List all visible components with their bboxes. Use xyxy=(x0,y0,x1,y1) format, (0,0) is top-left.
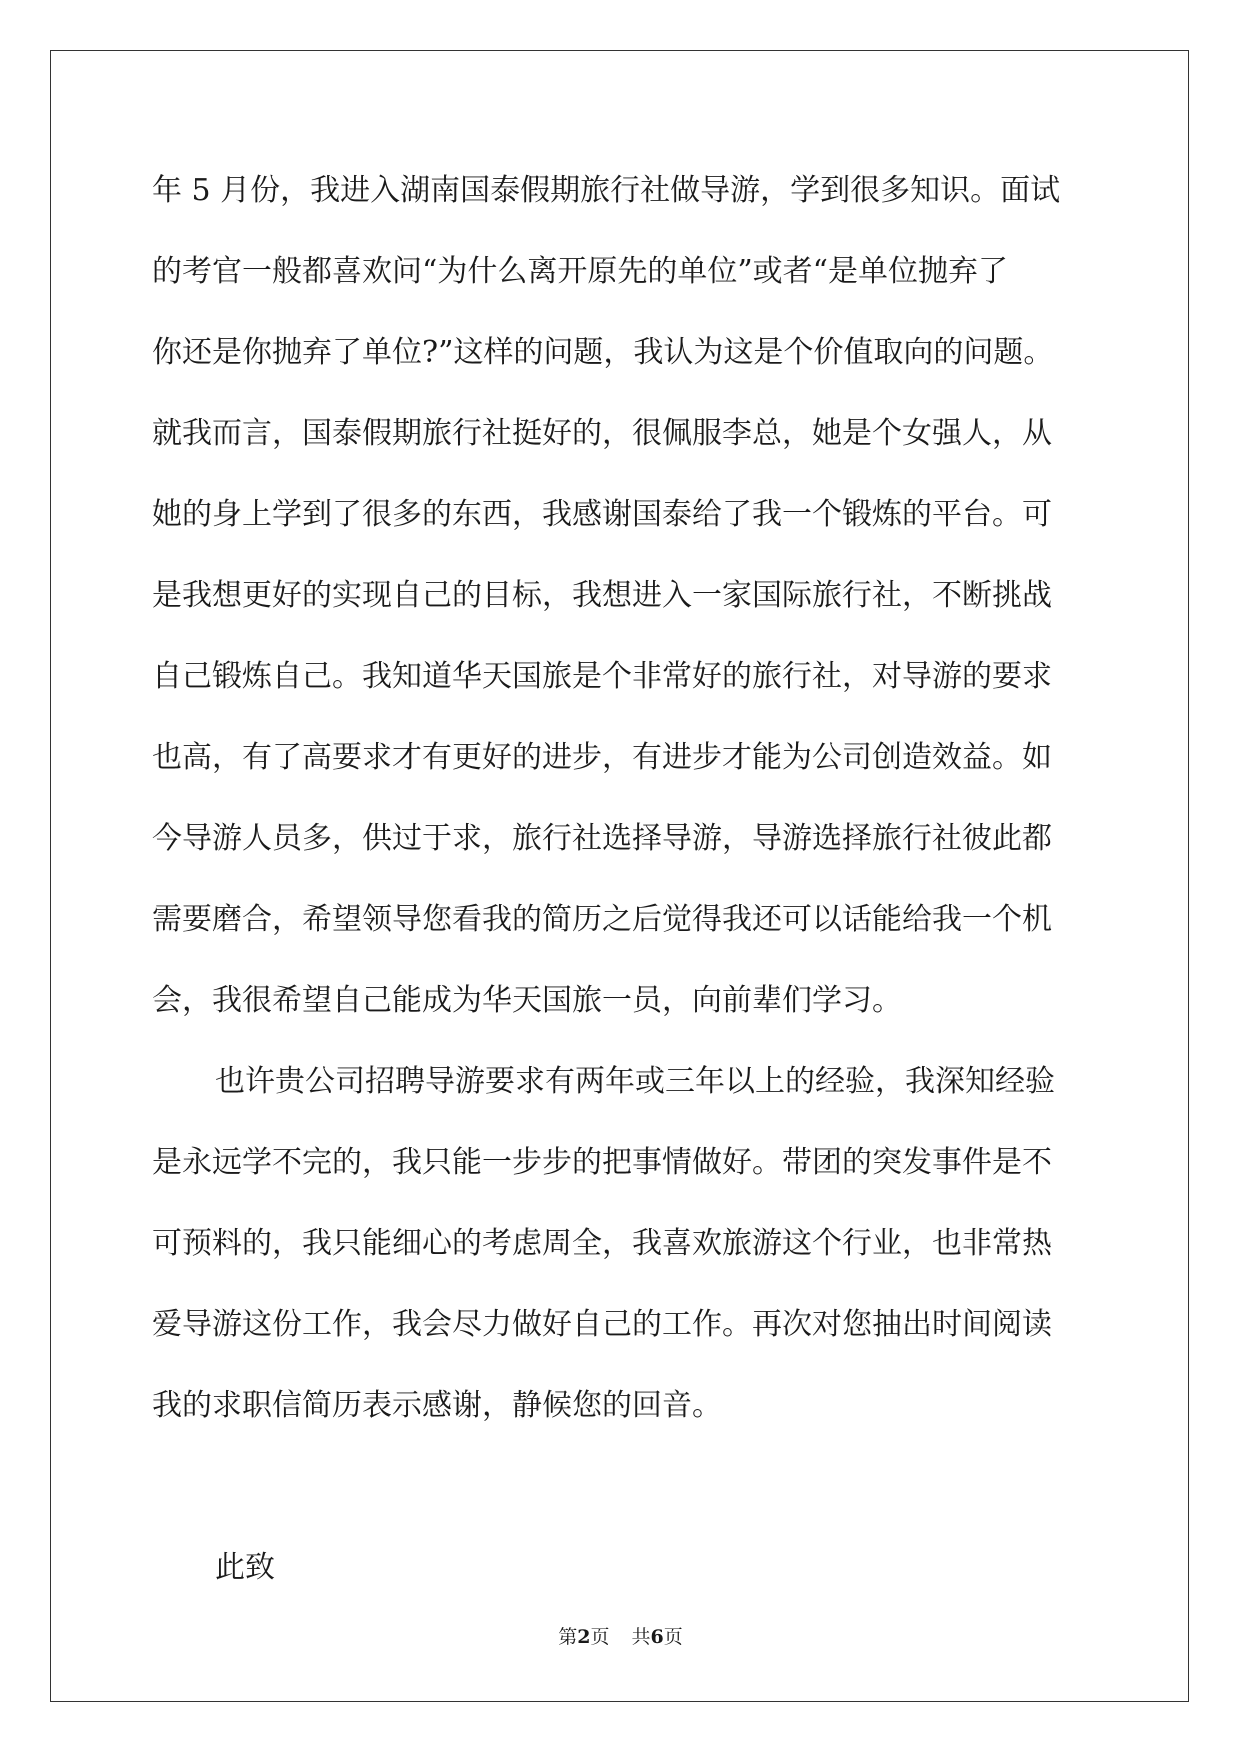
page-number-current: 2 xyxy=(577,1626,591,1648)
text-line: 可预料的，我只能细心的考虑周全，我喜欢旅游这个行业，也非常热 xyxy=(152,1226,1052,1261)
page-number-total: 6 xyxy=(650,1626,664,1648)
text-line: 年 5 月份，我进入湖南国泰假期旅行社做导游，学到很多知识。面试 xyxy=(152,173,1061,208)
text-line: 今导游人员多，供过于求，旅行社选择导游，导游选择旅行社彼此都 xyxy=(152,821,1052,856)
text-line: 的考官一般都喜欢问“为什么离开原先的单位”或者“是单位抛弃了 xyxy=(152,254,1009,289)
text-line: 就我而言，国泰假期旅行社挺好的，很佩服李总，她是个女强人，从 xyxy=(152,416,1052,451)
text-line: 是我想更好的实现自己的目标，我想进入一家国际旅行社，不断挑战 xyxy=(152,578,1052,613)
text-line: 也许贵公司招聘导游要求有两年或三年以上的经验，我深知经验 xyxy=(215,1064,1055,1099)
text-line: 我的求职信简历表示感谢，静候您的回音。 xyxy=(152,1388,722,1423)
letter-body xyxy=(152,163,1092,1621)
page-footer xyxy=(0,1622,1241,1649)
text-line: 会，我很希望自己能成为华天国旅一员，向前辈们学习。 xyxy=(152,983,902,1018)
total-suffix: 页 xyxy=(663,1626,683,1648)
text-line: 爱导游这份工作，我会尽力做好自己的工作。再次对您抽出时间阅读 xyxy=(152,1307,1052,1342)
closing-salutation: 此致 xyxy=(215,1550,275,1585)
page-prefix: 第 xyxy=(558,1626,578,1648)
text-line: 是永远学不完的，我只能一步步的把事情做好。带团的突发事件是不 xyxy=(152,1145,1052,1180)
text-line: 自己锻炼自己。我知道华天国旅是个非常好的旅行社，对导游的要求 xyxy=(152,659,1052,694)
total-prefix: 共 xyxy=(631,1626,651,1648)
paragraph-spacer xyxy=(152,1459,1092,1540)
text-line: 也高，有了高要求才有更好的进步，有进步才能为公司创造效益。如 xyxy=(152,740,1052,775)
text-line: 需要磨合，希望领导您看我的简历之后觉得我还可以话能给我一个机 xyxy=(152,902,1052,937)
text-line: 她的身上学到了很多的东西，我感谢国泰给了我一个锻炼的平台。可 xyxy=(152,497,1052,532)
page-suffix: 页 xyxy=(590,1626,610,1648)
text-line: 你还是你抛弃了单位?”这样的问题，我认为这是个价值取向的问题。 xyxy=(152,335,1054,370)
